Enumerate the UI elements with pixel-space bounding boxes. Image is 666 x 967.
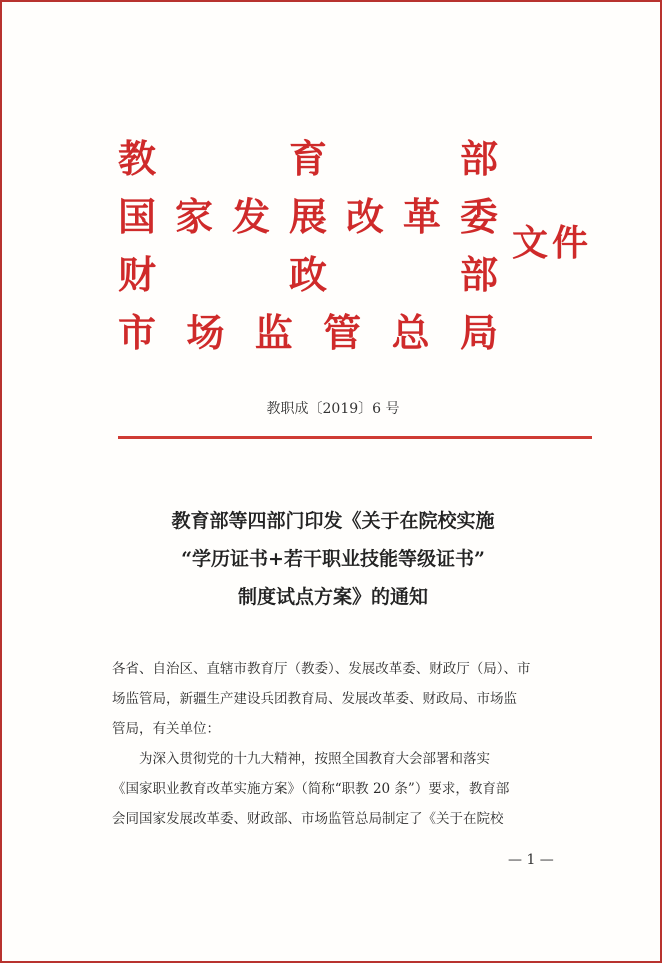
masthead-row-ministry-of-finance: [118, 246, 498, 304]
document-title: [62, 502, 604, 616]
body-line-paragraph: 为深入贯彻党的十九大精神，按照全国教育大会部署和落实: [139, 751, 490, 767]
body-line-paragraph: 会同国家发展改革委、财政部、市场监管总局制定了《关于在院校: [112, 811, 504, 827]
body-line-addressees: 场监管局，新疆生产建设兵团教育局、发展改革委、财政局、市场监: [112, 691, 517, 707]
masthead: [118, 130, 498, 362]
masthead-char: 教: [118, 136, 157, 181]
masthead-suffix: 文件: [512, 222, 593, 264]
document-number: 教职成〔2019〕6 号: [266, 401, 400, 417]
masthead-char: 政: [288, 252, 327, 297]
masthead-row-ministry-of-education: [118, 130, 498, 188]
masthead-row-ndrc: [118, 188, 498, 246]
title-line: 制度试点方案》的通知: [237, 586, 428, 608]
masthead-char: 改: [345, 194, 384, 239]
body-line-addressees: 管局，有关单位：: [112, 721, 220, 737]
body-line-addressees: 各省、自治区、直辖市教育厅（教委）、发展改革委、财政厅（局）、市: [112, 661, 531, 677]
masthead-char: 管: [323, 310, 362, 355]
masthead-char: 发: [231, 194, 270, 239]
body-line-paragraph: 《国家职业教育改革实施方案》（简称“职教 20 条”）要求，教育部: [112, 781, 510, 797]
masthead-row-market-regulation: [118, 304, 498, 362]
masthead-char: 市: [118, 310, 157, 355]
masthead-char: 家: [174, 194, 213, 239]
masthead-char: 部: [459, 252, 498, 297]
masthead-char: 展: [288, 194, 327, 239]
masthead-char: 委: [459, 194, 498, 239]
masthead-char: 财: [118, 252, 157, 297]
masthead-char: 局: [459, 310, 498, 355]
title-line: “学历证书+若干职业技能等级证书”: [181, 548, 485, 570]
page-number: — 1 —: [508, 852, 554, 868]
document-body: [112, 654, 594, 834]
masthead-char: 总: [391, 310, 430, 355]
red-divider-line: [118, 436, 592, 439]
masthead-char: 场: [186, 310, 225, 355]
masthead-char: 育: [288, 136, 327, 181]
masthead-char: 部: [459, 136, 498, 181]
title-line: 教育部等四部门印发《关于在院校实施: [171, 510, 495, 532]
masthead-char: 监: [254, 310, 293, 355]
masthead-char: 国: [118, 194, 157, 239]
masthead-char: 革: [402, 194, 441, 239]
